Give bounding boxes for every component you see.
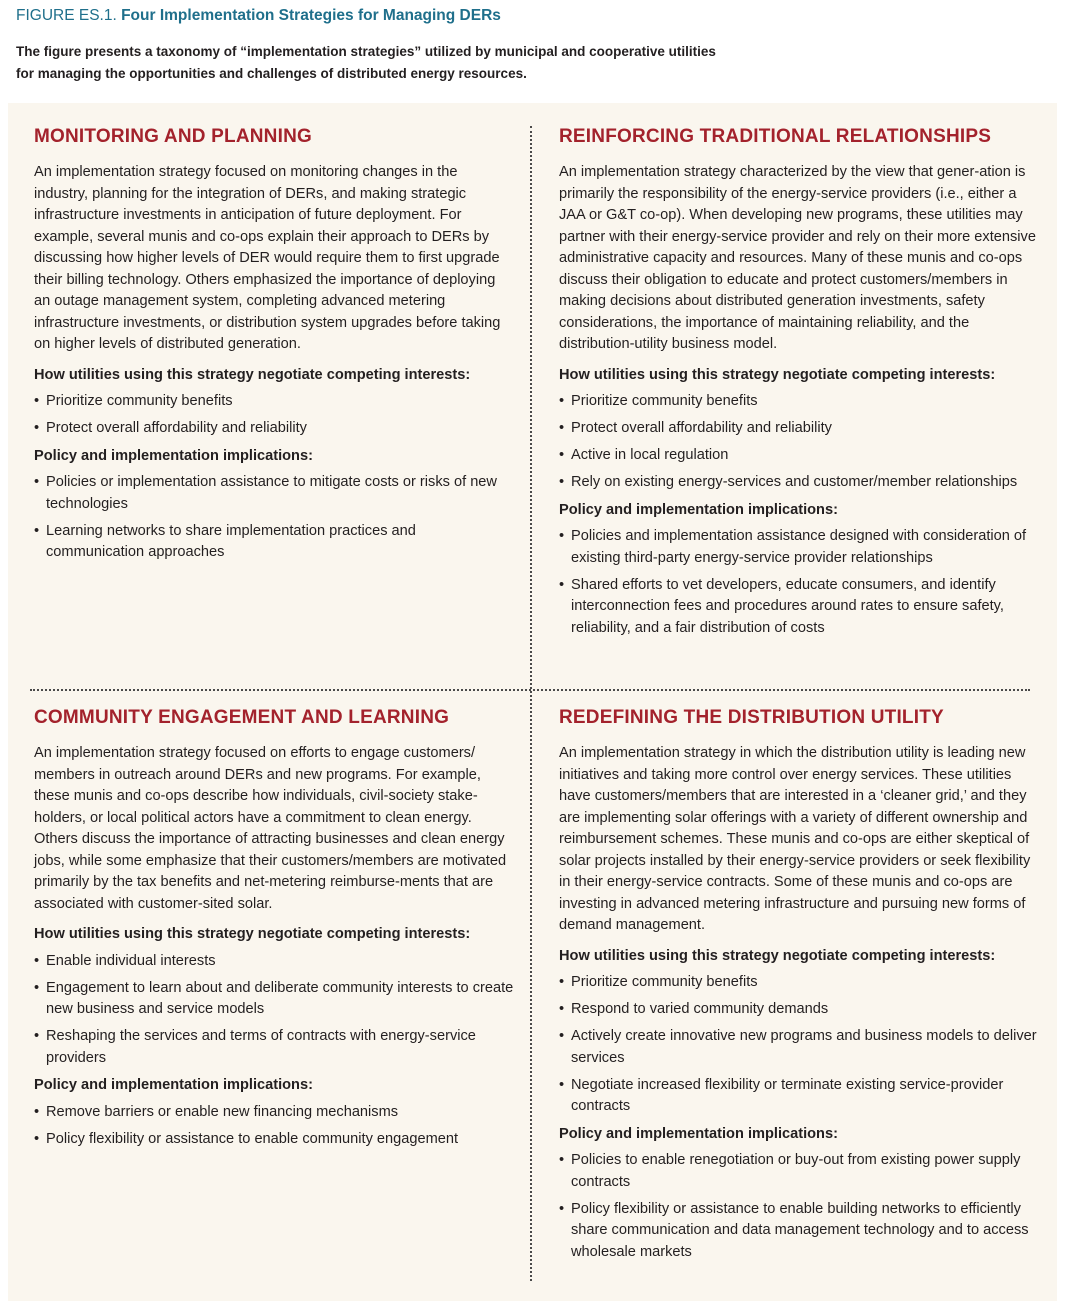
list-item-text: Negotiate increased flexibility or terminate existing service-provider contracts <box>571 1076 1004 1114</box>
bullet-icon: • <box>559 474 565 490</box>
bullet-icon: • <box>559 1001 565 1017</box>
interests-heading: How utilities using this strategy negotiate competing interests: <box>34 366 471 383</box>
list-item <box>34 951 514 973</box>
list-item <box>559 972 1037 994</box>
list-item <box>559 472 1037 494</box>
bullet-icon: • <box>559 420 565 436</box>
policy-list <box>34 472 514 564</box>
list-item-text: Rely on existing energy-services and customer/member relationships <box>571 474 1018 490</box>
list-item <box>559 1150 1037 1193</box>
bullet-icon: • <box>559 974 565 990</box>
list-item-text: Remove barriers or enable new financing mechanisms <box>46 1103 399 1120</box>
bullet-icon: • <box>34 420 40 436</box>
list-item <box>34 418 514 440</box>
bullet-icon: • <box>34 952 40 969</box>
interests-list <box>559 391 1037 494</box>
bullet-icon: • <box>559 1076 565 1093</box>
bullet-icon: • <box>559 576 565 593</box>
list-item <box>34 472 514 515</box>
strategy-heading: REINFORCING TRADITIONAL RELATIONSHIPS <box>559 126 992 147</box>
list-item-text: Policies or implementation assistance to mitigate costs or risks of new technologies <box>46 474 497 512</box>
policy-heading: Policy and implementation implications: <box>559 501 838 518</box>
list-item-text: Reshaping the services and terms of contracts with energy-service providers <box>46 1028 476 1066</box>
bullet-icon: • <box>559 447 565 463</box>
list-item-text: Prioritize community benefits <box>571 974 758 990</box>
list-item-text: Active in local regulation <box>571 447 729 463</box>
bullet-icon: • <box>34 393 40 409</box>
strategy-monitoring-planning <box>34 124 514 570</box>
figure-caption: The figure presents a taxonomy of “implementation strategies” utilized by municipal and cooperative utilities for managing the opportunities and challenges of distributed energy resources. <box>16 44 716 81</box>
policy-heading: Policy and implementation implications: <box>34 1077 313 1093</box>
list-item-text: Shared efforts to vet developers, educate consumers, and identify interconnection fees and procedures around rates to ensure safety, reliability, and a fair distribution of costs <box>571 576 1004 636</box>
bullet-icon: • <box>34 979 40 996</box>
list-item <box>34 1026 514 1069</box>
horizontal-divider <box>30 689 1030 691</box>
policy-heading: Policy and implementation implications: <box>559 1125 838 1142</box>
strategy-heading: REDEFINING THE DISTRIBUTION UTILITY <box>559 707 944 728</box>
list-item-text: Policies and implementation assistance designed with consideration of existing third-party energy-service provider relationships <box>571 528 1027 566</box>
strategy-reinforcing-relationships <box>559 124 1037 645</box>
list-item <box>559 391 1037 413</box>
strategy-description: An implementation strategy characterized by the view that gener-ation is primarily the responsibility of the energy-service providers (i.e., either a JAA or G&T co-op). When developing new programs, these utilities may partner with their energy-service provider and rely on their more extensive administrative capacity and resources. Many of these munis and co-ops discuss their obligation to educate and protect customers/members in making decisions about distributed generation investments, safety considerations, the importance of maintaining reliability, and the distribution-utility business model. <box>559 164 1036 352</box>
figure-title <box>16 6 501 26</box>
figure-name: Four Implementation Strategies for Managing DERs <box>121 7 501 24</box>
bullet-icon: • <box>34 1028 40 1044</box>
strategy-redefining-utility <box>559 705 1037 1269</box>
bullet-icon: • <box>34 1103 40 1120</box>
list-item <box>34 521 514 564</box>
bullet-icon: • <box>559 528 565 544</box>
bullet-icon: • <box>559 1028 565 1044</box>
list-item <box>559 526 1037 569</box>
policy-list <box>559 1150 1037 1263</box>
interests-list <box>34 951 514 1070</box>
strategy-heading: COMMUNITY ENGAGEMENT AND LEARNING <box>34 707 450 728</box>
bullet-icon: • <box>559 1200 565 1217</box>
list-item <box>559 1199 1037 1264</box>
list-item <box>34 978 514 1021</box>
list-item-text: Policy flexibility or assistance to enable building networks to efficiently share communication and data management technology and to access wholesale markets <box>571 1200 1029 1260</box>
list-item <box>559 575 1037 640</box>
list-item <box>559 1026 1037 1069</box>
list-item <box>34 391 514 413</box>
list-item-text: Respond to varied community demands <box>571 1001 829 1017</box>
list-item-text: Protect overall affordability and reliability <box>46 420 307 436</box>
interests-heading: How utilities using this strategy negotiate competing interests: <box>34 926 471 942</box>
interests-heading: How utilities using this strategy negotiate competing interests: <box>559 366 996 383</box>
bullet-icon: • <box>34 474 40 490</box>
interests-list <box>34 391 514 440</box>
bullet-icon: • <box>559 1152 565 1168</box>
list-item <box>34 1129 514 1151</box>
interests-list <box>559 972 1037 1118</box>
strategy-description: An implementation strategy focused on monitoring changes in the industry, planning for the integration of DERs, and making strategic infrastructure investments in anticipation of future deployment. For example, several munis and co-ops explain their approach to DERs by discussing how higher levels of DER would require them to first upgrade their billing technology. Others emphasized the importance of deploying an outage management system, completing advanced metering infrastructure investments, or distribution system upgrades before taking on higher levels of distributed generation. <box>34 164 501 352</box>
list-item-text: Policy flexibility or assistance to enable community engagement <box>46 1130 459 1147</box>
list-item-text: Policies to enable renegotiation or buy-out from existing power supply contracts <box>571 1152 1021 1190</box>
bullet-icon: • <box>559 393 565 409</box>
vertical-divider <box>530 126 532 1281</box>
strategy-description: An implementation strategy focused on efforts to engage customers/ members in outreach around DERs and new programs. For example, these munis and co-ops describe how individuals, civil-society stake-holders, or local political actors have a commitment to clean energy. Others discuss the importance of attracting businesses and clean energy jobs, while some emphasize that their customers/members are motivated primarily by the tax benefits and net-metering reimburse-ments that are associated with customer-sited solar. <box>34 745 507 912</box>
list-item-text: Actively create innovative new programs and business models to deliver services <box>571 1028 1037 1066</box>
list-item-text: Learning networks to share implementation practices and communication approaches <box>46 522 416 560</box>
bullet-icon: • <box>34 522 40 539</box>
list-item <box>559 445 1037 467</box>
strategy-heading: MONITORING AND PLANNING <box>34 126 312 147</box>
policy-list <box>559 526 1037 639</box>
policy-heading: Policy and implementation implications: <box>34 447 313 464</box>
list-item <box>559 418 1037 440</box>
list-item <box>559 999 1037 1021</box>
bullet-icon: • <box>34 1130 40 1147</box>
strategy-description: An implementation strategy in which the distribution utility is leading new initiatives and taking more control over energy services. These utilities have customers/members that are interested in a ‘cleaner grid,’ and they are implementing solar offerings with a variety of different ownership and reimbursement schemes. These munis and co-ops are either skeptical of solar projects installed by their energy-service providers or seek flexibility in their energy-service contracts. Some of these munis and co-ops are investing in advanced metering infrastructure and pursuing new forms of demand management. <box>559 745 1031 933</box>
list-item-text: Prioritize community benefits <box>46 393 233 409</box>
policy-list <box>34 1102 514 1151</box>
strategy-community-engagement <box>34 705 514 1156</box>
list-item <box>559 1075 1037 1118</box>
figure-number: FIGURE ES.1. <box>16 7 117 24</box>
list-item-text: Prioritize community benefits <box>571 393 758 409</box>
list-item-text: Enable individual interests <box>46 952 216 969</box>
interests-heading: How utilities using this strategy negotiate competing interests: <box>559 947 996 964</box>
list-item <box>34 1102 514 1124</box>
list-item-text: Engagement to learn about and deliberate community interests to create new business and service models <box>46 979 514 1017</box>
list-item-text: Protect overall affordability and reliability <box>571 420 832 436</box>
